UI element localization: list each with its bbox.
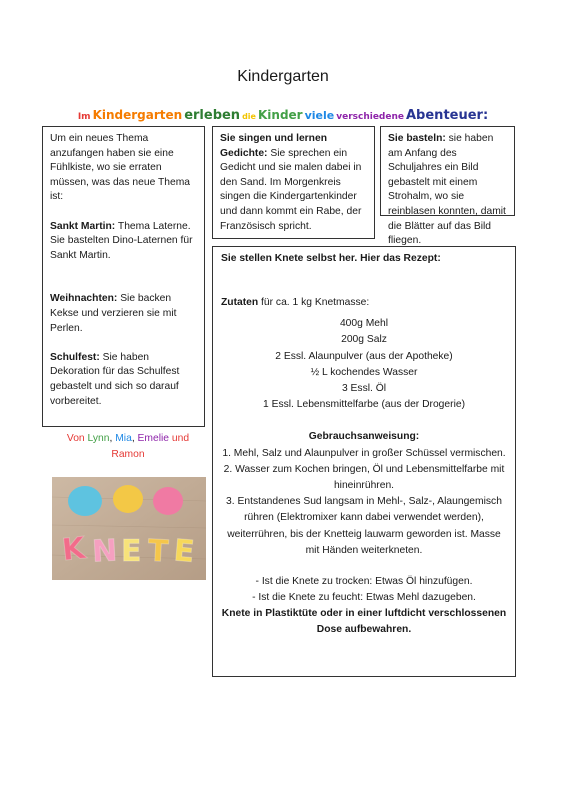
- ingredients-intro: [221, 296, 507, 311]
- ingredient-item: 400g Mehl: [339, 318, 389, 330]
- subtitle-word: Kindergarten: [92, 108, 183, 122]
- clay-ball-yellow: [113, 485, 143, 513]
- clay-letter: T: [146, 533, 170, 570]
- subtitle-word: die: [242, 112, 256, 121]
- recipe-heading: Sie stellen Knete selbst her. Hier das Rezept:: [221, 253, 441, 264]
- authors-connector: und: [171, 433, 190, 444]
- crafting-box: [380, 126, 515, 247]
- subtitle: [0, 104, 566, 123]
- author-name: Lynn: [87, 433, 110, 444]
- authors-line: Von Lynn, Mia, Emelie und Ramon: [66, 433, 190, 460]
- singing-paragraph: [220, 132, 367, 234]
- author-name: Emelie: [137, 433, 170, 444]
- author-name: Mia: [115, 433, 132, 444]
- instructions-heading: Gebrauchsanweisung:: [308, 431, 420, 443]
- subtitle-word: Abenteuer: [406, 108, 483, 123]
- clay-letter: N: [91, 533, 119, 570]
- weihnachten-label: Weihnachten:: [50, 293, 118, 305]
- themes-intro: Um ein neues Thema anzufangen haben sie eine Fühlkiste, wo sie erraten müssen, was das neue Thema ist:: [50, 133, 191, 203]
- instruction-step: 2. Wasser zum Kochen bringen, Öl und Lebensmittelfarbe mit hineinrühren.: [223, 463, 505, 492]
- instruction-step: 1. Mehl, Salz und Alaunpulver in großer Schüssel vermischen.: [222, 447, 506, 459]
- instruction-step: 3. Entstandenes Sud langsam in Mehl-, Salz-, Alaungemisch rühren (Elektromixer kann dabei verwendet werden), weiterrühren, bis der Knetteig lauwarm geworden ist. Masse mit Händen weiterkneten.: [226, 496, 502, 556]
- subtitle-word: viele: [304, 109, 335, 122]
- subtitle-word: Im: [77, 112, 91, 122]
- clay-ball-pink: [153, 487, 183, 515]
- author-name: Ramon: [111, 449, 145, 460]
- knete-photo: [52, 477, 206, 580]
- clay-letter: E: [121, 534, 142, 569]
- sankt-martin-paragraph: [50, 220, 197, 235]
- sankt-martin-label: Sankt Martin:: [50, 220, 116, 232]
- sankt-martin-text: Thema Laterne.: [115, 220, 191, 232]
- crafting-paragraph: [388, 132, 507, 249]
- ingredients-label: Zutaten: [221, 296, 259, 308]
- sankt-martin-text-2: Sie bastelten Dino-Laternen für Sankt Martin.: [50, 235, 193, 261]
- schulfest-label: Schulfest:: [50, 351, 100, 363]
- ingredients-text: für ca. 1 kg Knetmasse:: [258, 296, 370, 308]
- schulfest-paragraph: [50, 351, 197, 409]
- singing-text: Sie sprechen ein Gedicht und sie malen dabei in den Sand. Im Morgenkreis singen die Kindergartenkinder und dann kommt ein Rabe, der Französisch spricht.: [220, 147, 362, 232]
- storage-note: Knete in Plastiktüte oder in einer luftdicht verschlossenen Dose aufbewahren.: [221, 608, 507, 636]
- clay-letter: K: [60, 530, 88, 569]
- crafting-label: Sie basteln:: [388, 133, 446, 144]
- clay-ball-blue: [68, 486, 102, 516]
- themes-box: [42, 126, 205, 427]
- ingredient-item: 2 Essl. Alaunpulver (aus der Apotheke): [275, 350, 453, 362]
- subtitle-word: verschiedene: [336, 112, 404, 122]
- tip-item: - Ist die Knete zu feucht: Etwas Mehl dazugeben.: [252, 591, 476, 603]
- singing-label: Sie singen und lernen Gedichte:: [220, 133, 327, 159]
- ingredient-item: ½ L kochendes Wasser: [310, 366, 418, 378]
- subtitle-word: :: [482, 108, 489, 123]
- authors-prefix: Von: [66, 433, 85, 444]
- schulfest-text: Sie haben Dekoration für das Schulfest gebastelt und sich so darauf vorbereitet.: [50, 351, 180, 407]
- weihnachten-text: Sie backen Kekse und verzieren sie mit Perlen.: [50, 293, 177, 334]
- weihnachten-paragraph: [50, 292, 197, 336]
- recipe-box: [212, 246, 516, 677]
- ingredient-item: 3 Essl. Öl: [341, 383, 387, 394]
- singing-box: [212, 126, 375, 239]
- subtitle-word: erleben: [184, 108, 241, 123]
- subtitle-word: Kinder: [257, 108, 303, 122]
- ingredient-item: 1 Essl. Lebensmittelfarbe (aus der Drogerie): [262, 399, 466, 411]
- clay-letter: E: [172, 533, 196, 570]
- page-title: Kindergarten: [237, 68, 329, 85]
- ingredient-list: [221, 316, 507, 413]
- tip-item: - Ist die Knete zu trocken: Etwas Öl hinzufügen.: [255, 575, 473, 587]
- instructions: [221, 429, 507, 638]
- ingredient-item: 200g Salz: [341, 334, 387, 346]
- crafting-text: sie haben am Anfang des Schuljahres ein Bild gebastelt mit einem Strohalm, wo sie reinblasen konnten, damit die Blätter auf das Bild fliegen.: [388, 133, 506, 247]
- knete-photo-image: [52, 477, 206, 580]
